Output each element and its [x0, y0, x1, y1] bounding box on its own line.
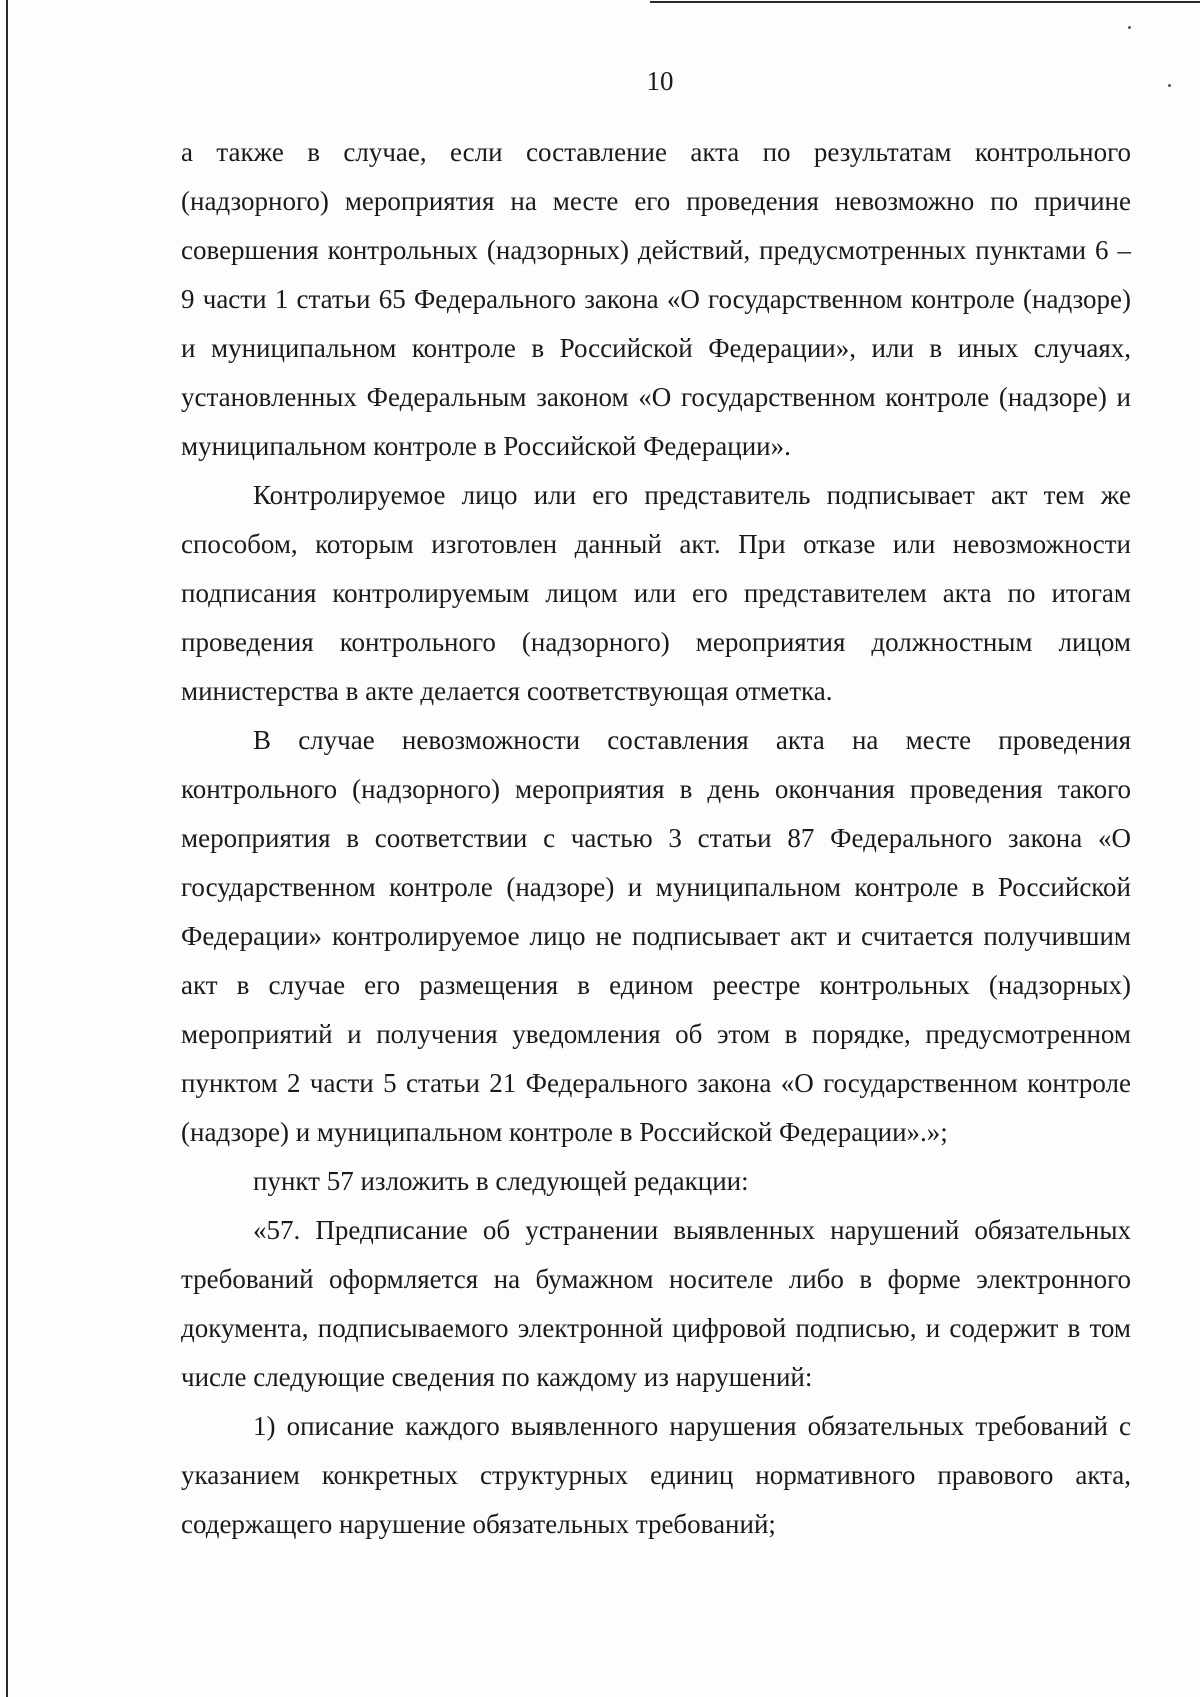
paragraph: В случае невозможности составления акта на месте проведения контрольного (надзорного) мероприятия в день окончания проведения такого мероприятия в соответствии с частью 3 статьи 87 Федерального закона «О государственном контроле (надзоре) и муниципальном контроле в Российской Федерации» контролируемое лицо не подписывает акт и считается получившим акт в случае его размещения в едином реестре контрольных (надзорных) мероприятий и получения уведомления об этом в порядке, предусмотренном пунктом 2 части 5 статьи 21 Федерального закона «О государственном контроле (надзоре) и муниципальном контроле в Российской Федерации».»; [181, 725, 1131, 1147]
paragraph: а также в случае, если составление акта по результатам контрольного (надзорного) мероприятия на месте его проведения невозможно по причине совершения контрольных (надзорных) действий, предусмотренных пунктами 6 – 9 части 1 статьи 65 Федерального закона «О государственном контроле (надзоре) и муниципальном контроле в Российской Федерации», или в иных случаях, установленных Федеральным законом «О государственном контроле (надзоре) и муниципальном контроле в Российской Федерации». [181, 137, 1131, 461]
scan-speck [1128, 26, 1131, 29]
page-number: 10 [646, 66, 674, 96]
paragraph: «57. Предписание об устранении выявленных нарушений обязательных требований оформляется на бумажном носителе либо в форме электронного документа, подписываемого электронной цифровой подписью, и содержит в том числе следующие сведения по каждому из нарушений: [181, 1215, 1131, 1392]
body-text [181, 128, 1131, 1549]
paragraph: пункт 57 изложить в следующей редакции: [253, 1166, 749, 1196]
paragraph: 1) описание каждого выявленного нарушения обязательных требований с указанием конкретных структурных единиц нормативного правового акта, содержащего нарушение обязательных требований; [181, 1411, 1131, 1539]
scan-edge-top [650, 1, 1200, 3]
paragraph: Контролируемое лицо или его представитель подписывает акт тем же способом, которым изготовлен данный акт. При отказе или невозможности подписания контролируемым лицом или его представителем акта по итогам проведения контрольного (надзорного) мероприятия должностным лицом министерства в акте делается соответствующая отметка. [181, 480, 1131, 706]
scan-edge-left [6, 0, 8, 1697]
